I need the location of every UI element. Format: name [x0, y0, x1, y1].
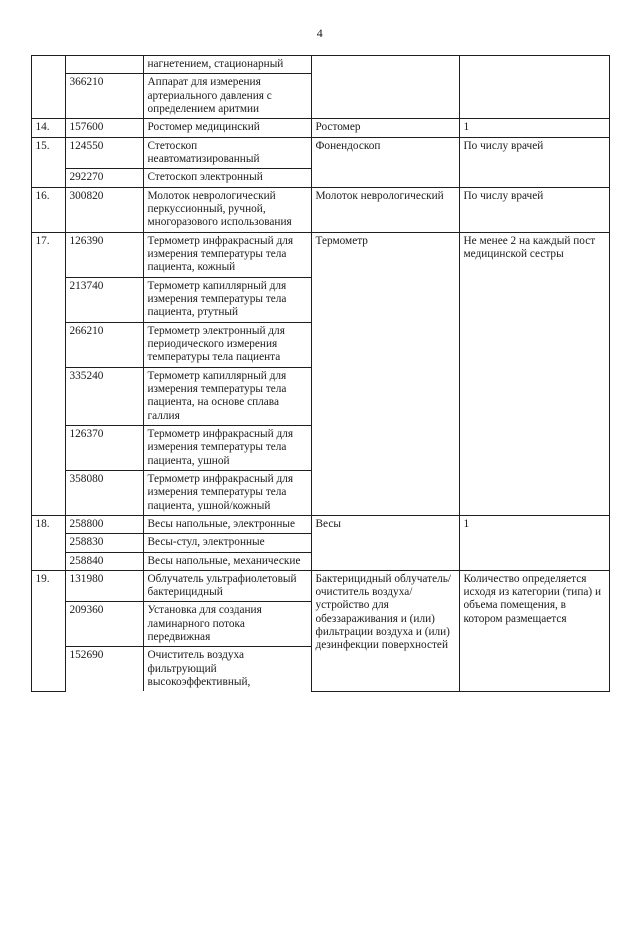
cell-name: Молоток неврологический перкуссионный, ручной, многоразового использования	[143, 187, 311, 232]
cell-group	[311, 74, 459, 119]
cell-number: 16.	[31, 187, 65, 232]
cell-name: нагнетением, стационарный	[143, 56, 311, 74]
table-row	[31, 515, 609, 533]
cell-code: 300820	[65, 187, 143, 232]
table-row	[31, 187, 609, 232]
cell-number: 18.	[31, 515, 65, 570]
cell-group: Фонендоскоп	[311, 137, 459, 187]
cell-number	[31, 74, 65, 119]
table-row	[31, 119, 609, 137]
cell-name: Стетоскоп неавтоматизированный	[143, 137, 311, 169]
cell-code	[65, 56, 143, 74]
cell-number	[31, 56, 65, 74]
cell-group: Бактерицидный облучатель/ очиститель воздуха/ устройство для обеззараживания и (или) фильтрации воздуха и (или) дезинфекции поверхностей	[311, 570, 459, 691]
cell-code: 152690	[65, 647, 143, 691]
cell-quantity: 1	[459, 515, 609, 570]
cell-code: 258840	[65, 552, 143, 570]
cell-group: Термометр	[311, 232, 459, 515]
page-number: 4	[316, 26, 324, 40]
cell-code: 131980	[65, 570, 143, 602]
table-row	[31, 137, 609, 169]
cell-number: 17.	[31, 232, 65, 515]
cell-name: Очиститель воздуха фильтрующий высокоэффективный,	[143, 647, 311, 691]
cell-name: Установка для создания ламинарного потока передвижная	[143, 602, 311, 647]
cell-code: 335240	[65, 367, 143, 425]
cell-number: 15.	[31, 137, 65, 187]
cell-number: 19.	[31, 570, 65, 691]
cell-name: Ростомер медицинский	[143, 119, 311, 137]
cell-group: Весы	[311, 515, 459, 570]
cell-group: Молоток неврологический	[311, 187, 459, 232]
cell-code: 209360	[65, 602, 143, 647]
cell-quantity: 1	[459, 119, 609, 137]
cell-quantity	[459, 74, 609, 119]
cell-quantity: Не менее 2 на каждый пост медицинской сестры	[459, 232, 609, 515]
cell-name: Стетоскоп электронный	[143, 169, 311, 187]
cell-quantity: По числу врачей	[459, 137, 609, 187]
cell-code: 366210	[65, 74, 143, 119]
table-row	[31, 74, 609, 119]
cell-quantity	[459, 56, 609, 74]
cell-name: Термометр инфракрасный для измерения температуры тела пациента, ушной/кожный	[143, 470, 311, 515]
cell-name: Весы-стул, электронные	[143, 534, 311, 552]
table-row	[31, 570, 609, 602]
cell-code: 126370	[65, 425, 143, 470]
cell-name: Термометр инфракрасный для измерения температуры тела пациента, кожный	[143, 232, 311, 277]
cell-group: Ростомер	[311, 119, 459, 137]
cell-code: 157600	[65, 119, 143, 137]
cell-name: Термометр электронный для периодического измерения температуры тела пациента	[143, 322, 311, 367]
cell-code: 126390	[65, 232, 143, 277]
cell-code: 292270	[65, 169, 143, 187]
document-page	[0, 26, 640, 931]
cell-number: 14.	[31, 119, 65, 137]
cell-code: 358080	[65, 470, 143, 515]
cell-name: Весы напольные, электронные	[143, 515, 311, 533]
cell-name: Аппарат для измерения артериального давления с определением аритмии	[143, 74, 311, 119]
cell-code: 213740	[65, 277, 143, 322]
cell-name: Весы напольные, механические	[143, 552, 311, 570]
cell-group	[311, 56, 459, 74]
cell-name: Облучатель ультрафиолетовый бактерицидный	[143, 570, 311, 602]
table-row	[31, 232, 609, 277]
cell-name: Термометр капиллярный для измерения температуры тела пациента, на основе сплава галлия	[143, 367, 311, 425]
table-row	[31, 56, 609, 74]
equipment-table	[31, 55, 610, 692]
cell-quantity: По числу врачей	[459, 187, 609, 232]
cell-quantity: Количество определяется исходя из категории (типа) и объема помещения, в котором размещается	[459, 570, 609, 691]
cell-code: 258830	[65, 534, 143, 552]
cell-code: 266210	[65, 322, 143, 367]
cell-code: 258800	[65, 515, 143, 533]
cell-code: 124550	[65, 137, 143, 169]
cell-name: Термометр капиллярный для измерения температуры тела пациента, ртутный	[143, 277, 311, 322]
cell-name: Термометр инфракрасный для измерения температуры тела пациента, ушной	[143, 425, 311, 470]
